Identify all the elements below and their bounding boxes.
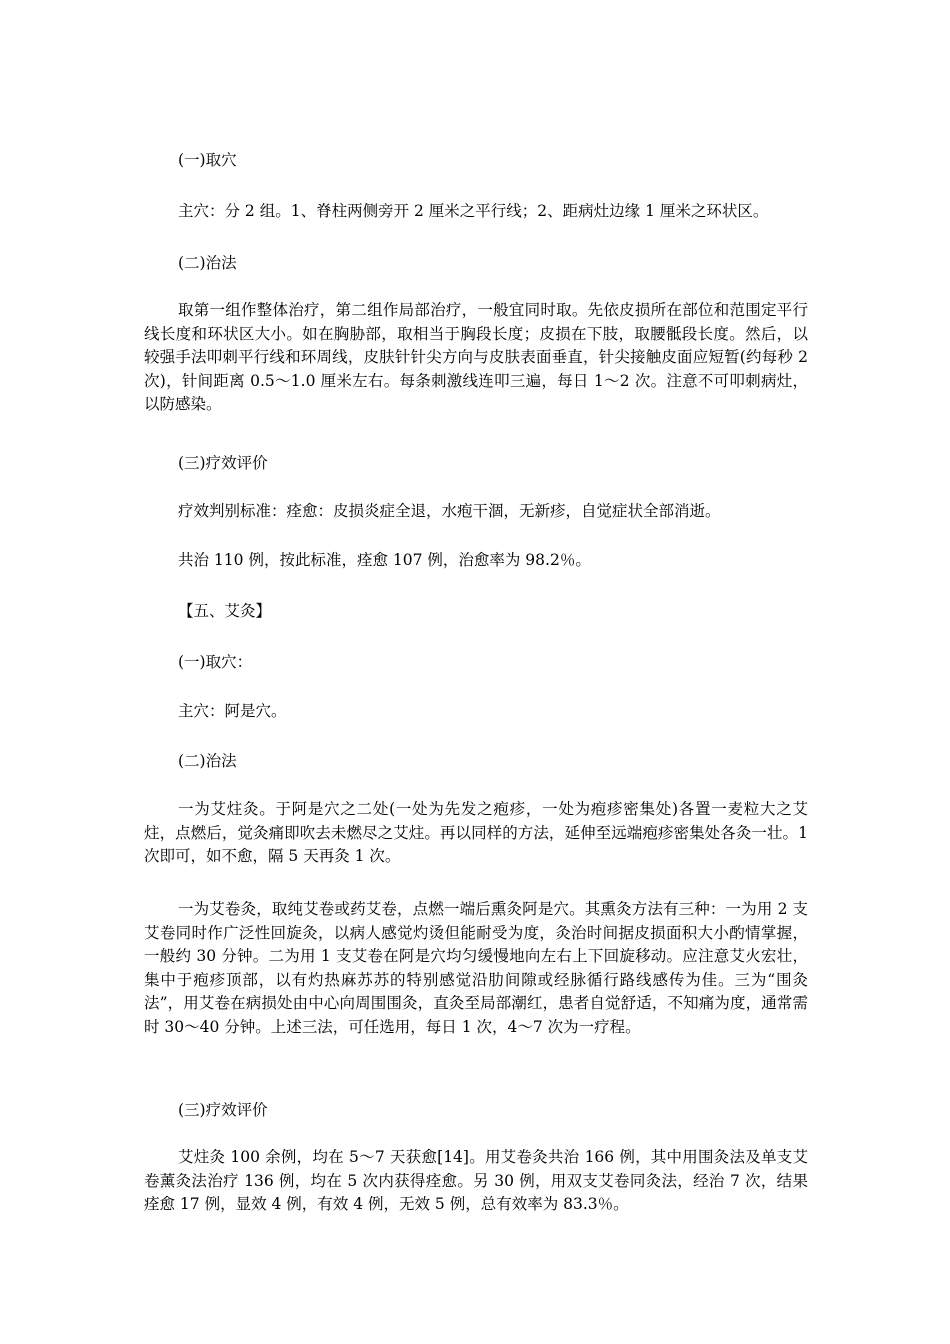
efficacy-criteria-text: 疗效判别标准：痊愈：皮损炎症全退，水疱干涸，无新疹，自觉症状全部消逝。	[178, 502, 721, 520]
section-title-moxibustion: 【五、艾灸】	[178, 602, 272, 620]
heading-treatment-method: (二)治法	[178, 254, 237, 272]
heading-acupoint-selection: (一)取穴	[178, 151, 237, 169]
efficacy-result-text: 共治 110 例，按此标准，痊愈 107 例，治愈率为 98.2％。	[178, 551, 591, 569]
heading-moxibustion-evaluation: (三)疗效评价	[178, 1101, 268, 1119]
moxibustion-evaluation-paragraph: 艾炷灸 100 余例，均在 5～7 天获愈[14]。用艾卷灸共治 166 例，其中用围灸法及单支艾卷薰灸法治疗 136 例，均在 5 次内获得痊愈。另 30 例，用双支艾卷同灸法，经治 7 次，结果痊愈 17 例，显效 4 例，有效 4 例，无效 5 例，总有效率为 83.3％。	[144, 1148, 808, 1213]
treatment-method-paragraph: 取第一组作整体治疗，第二组作局部治疗，一般宜同时取。先依皮损所在部位和范围定平行线长度和环状区大小。如在胸胁部，取相当于胸段长度；皮损在下肢，取腰骶段长度。然后，以较强手法叩刺平行线和环周线，皮肤针针尖方向与皮肤表面垂直，针尖接触皮面应短暂(约每秒 2 次)，针间距离 0.5～1.0 厘米左右。每条刺激线连叩三遍，每日 1～2 次。注意不可叩刺病灶，以防感染。	[144, 301, 808, 413]
moxa-cone-paragraph: 一为艾炷灸。于阿是穴之二处(一处为先发之疱疹，一处为疱疹密集处)各置一麦粒大之艾炷，点燃后，觉灸痛即吹去未燃尽之艾炷。再以同样的方法，延伸至远端疱疹密集处各灸一壮。1 次即可，如不愈，隔 5 天再灸 1 次。	[144, 800, 808, 865]
heading-moxibustion-method: (二)治法	[178, 752, 237, 770]
moxibustion-main-points: 主穴：阿是穴。	[178, 702, 287, 720]
moxa-stick-paragraph: 一为艾卷灸，取纯艾卷或药艾卷，点燃一端后熏灸阿是穴。其熏灸方法有三种：一为用 2 支艾卷同时作广泛性回旋灸，以病人感觉灼烫但能耐受为度，灸治时间据皮损面积大小酌情掌握，一般约 30 分钟。二为用 1 支艾卷在阿是穴均匀缓慢地向左右上下回旋移动。应注意艾火宏壮，集中于疱疹顶部，以有灼热麻苏苏的特别感觉沿肋间隙或经脉循行路线感传为佳。三为“围灸法”，用艾卷在病损处由中心向周围围灸，直灸至局部潮红，患者自觉舒适，不知痛为度，通常需时 30～40 分钟。上述三法，可任选用，每日 1 次，4～7 次为一疗程。	[144, 900, 808, 1036]
heading-moxibustion-acupoint: (一)取穴：	[178, 653, 253, 671]
heading-efficacy-evaluation: (三)疗效评价	[178, 454, 268, 472]
main-points-text: 主穴：分 2 组。1、脊柱两侧旁开 2 厘米之平行线；2、距病灶边缘 1 厘米之环状区。	[178, 202, 769, 220]
